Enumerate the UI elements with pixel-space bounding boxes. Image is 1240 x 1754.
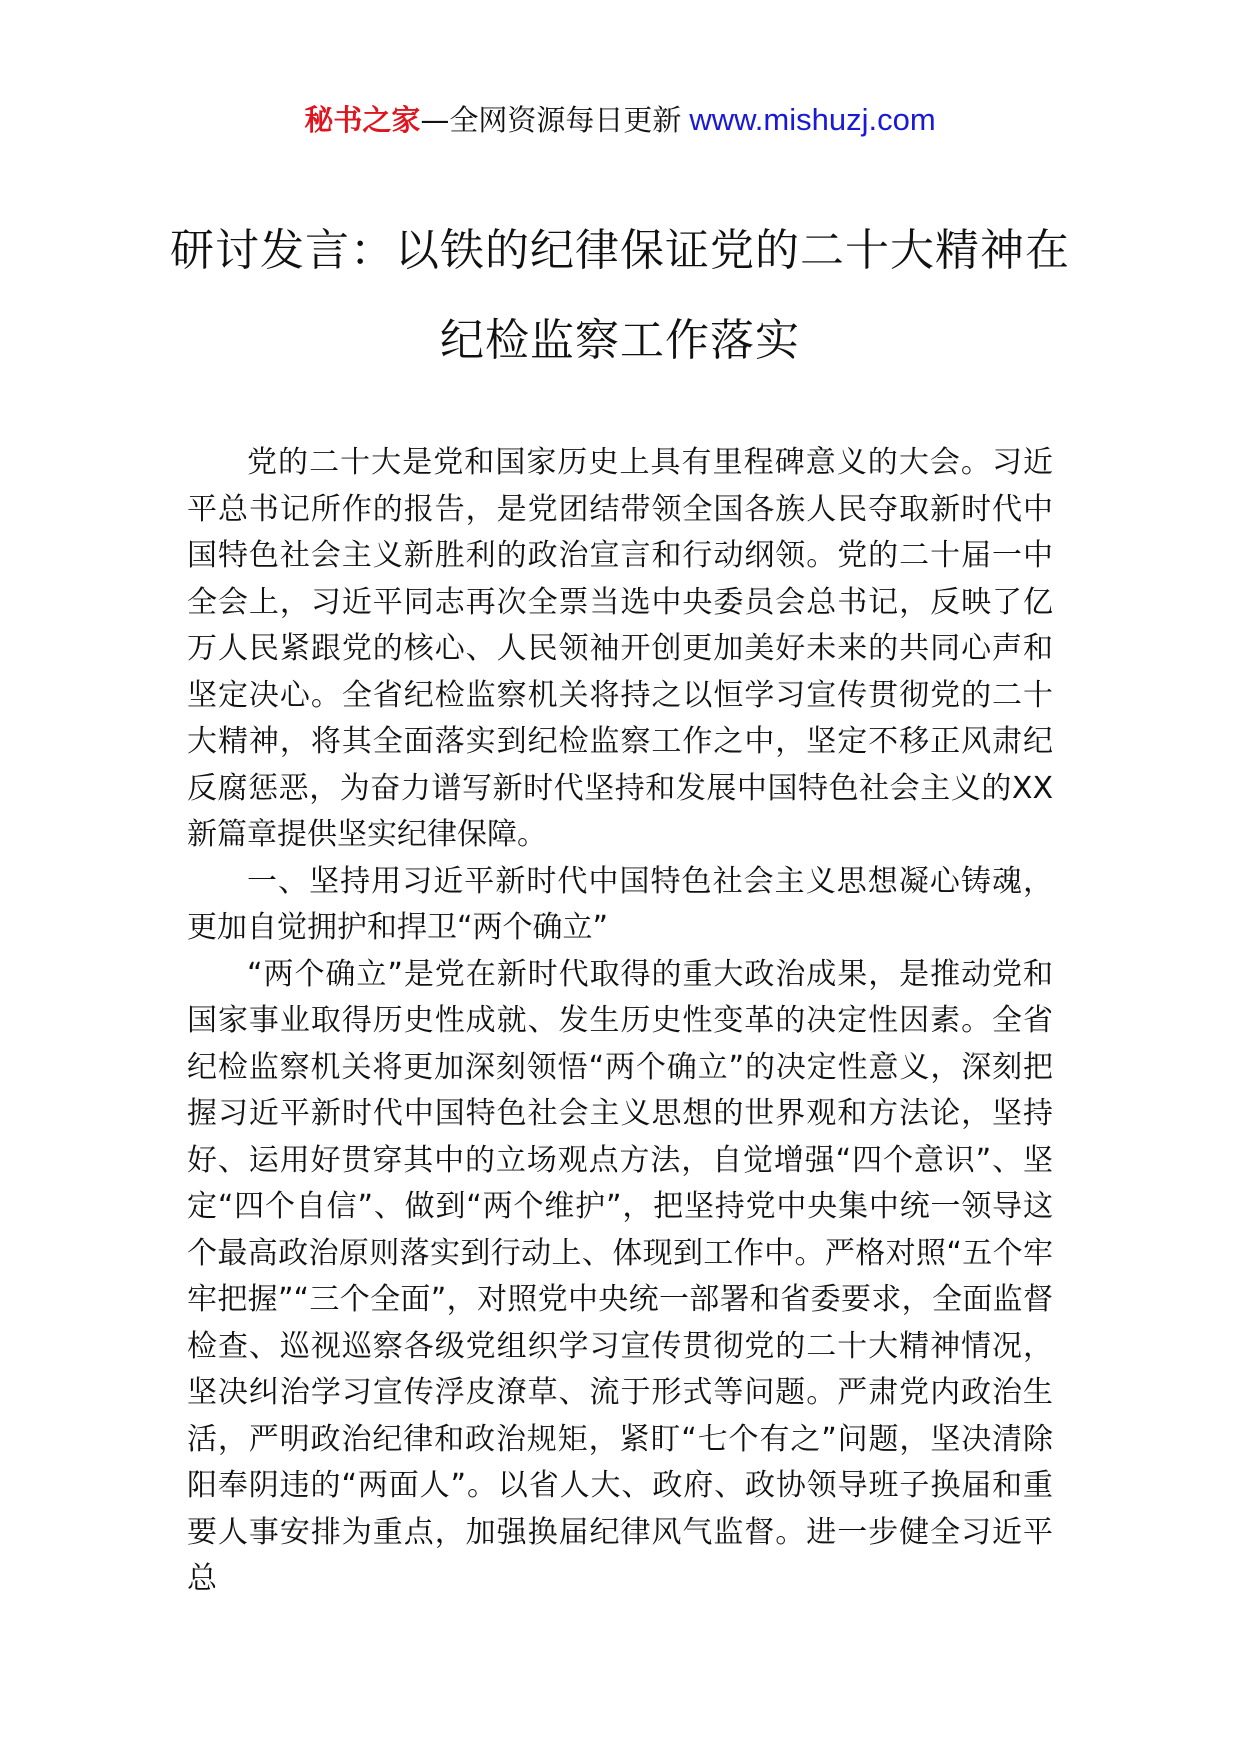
site-tagline: —全网资源每日更新 bbox=[420, 103, 682, 137]
paragraph-intro: 党的二十大是党和国家历史上具有里程碑意义的大会。习近平总书记所作的报告，是党团结带领全国各族人民夺取新时代中国特色社会主义新胜利的政治宣言和行动纲领。党的二十届一中全会上，习近平同志再次全票当选中央委员会总书记，反映了亿万人民紧跟党的核心、人民领袖开创更加美好未来的共同心声和坚定决心。全省纪检监察机关将持之以恒学习宣传贯彻党的二十大精神，将其全面落实到纪检监察工作之中，坚定不移正风肃纪反腐惩恶，为奋力谱写新时代坚持和发展中国特色社会主义的XX新篇章提供坚实纪律保障。 bbox=[187, 445, 1053, 852]
document-title: 研讨发言：以铁的纪律保证党的二十大精神在纪检监察工作落实 bbox=[170, 225, 1070, 366]
paragraph-section-1: “两个确立”是党在新时代取得的重大政治成果，是推动党和国家事业取得历史性成就、发生历史性变革的决定性因素。全省纪检监察机关将更加深刻领悟“两个确立”的决定性意义，深刻把握习近平新时代中国特色社会主义思想的世界观和方法论，坚持好、运用好贯穿其中的立场观点方法，自觉增强“四个意识”、坚定“四个自信”、做到“两个维护”，把坚持党中央集中统一领导这个最高政治原则落实到行动上、体现到工作中。严格对照“五个牢牢把握”“三个全面”，对照党中央统一部署和省委要求，全面监督检查、巡视巡察各级党组织学习宣传贯彻党的二十大精神情况，坚决纠治学习宣传浮皮潦草、流于形式等问题。严肃党内政治生活，严明政治纪律和政治规矩，紧盯“七个有之”问题，坚决清除阳奉阴违的“两面人”。以省人大、政府、政协领导班子换届和重要人事安排为重点，加强换届纪律风气监督。进一步健全习近平总 bbox=[187, 956, 1053, 1596]
site-brand: 秘书之家 bbox=[304, 103, 421, 137]
document-body bbox=[187, 440, 1053, 1603]
site-header bbox=[0, 100, 1240, 140]
section-heading-1: 一、坚持用习近平新时代中国特色社会主义思想凝心铸魂，更加自觉拥护和捍卫“两个确立” bbox=[187, 863, 1053, 945]
site-url-link[interactable]: www.mishuzj.com bbox=[689, 102, 936, 137]
